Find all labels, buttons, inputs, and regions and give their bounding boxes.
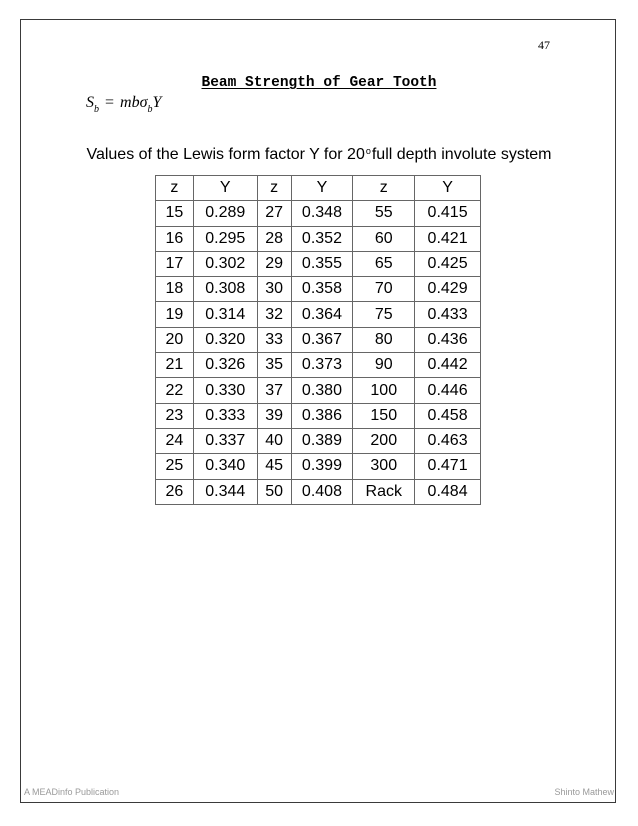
table-cell: 18: [156, 277, 194, 302]
table-cell: 0.302: [193, 251, 257, 276]
table-cell: 27: [257, 201, 291, 226]
table-cell: 0.429: [415, 277, 481, 302]
page-number: 47: [538, 38, 550, 52]
table-cell: 90: [353, 353, 415, 378]
table-row: [156, 201, 481, 226]
table-cell: 0.442: [415, 353, 481, 378]
table-row: [156, 251, 481, 276]
table-cell: 0.337: [193, 428, 257, 453]
table-header-cell: z: [156, 176, 194, 201]
caption-text-after: full depth involute system: [371, 146, 552, 163]
table-cell: 75: [353, 302, 415, 327]
table-cell: 150: [353, 403, 415, 428]
table-cell: 100: [353, 378, 415, 403]
table-cell: 0.289: [193, 201, 257, 226]
table-cell: 26: [156, 479, 194, 504]
table-cell: 0.340: [193, 454, 257, 479]
table-row: [156, 428, 481, 453]
table-cell: 0.308: [193, 277, 257, 302]
table-cell: 300: [353, 454, 415, 479]
table-row: [156, 302, 481, 327]
formula-sigma-subscript: b: [147, 104, 153, 115]
table-row: [156, 353, 481, 378]
table-cell: 0.364: [291, 302, 353, 327]
table-cell: 0.436: [415, 327, 481, 352]
formula-sigma: σ: [139, 94, 148, 111]
table-cell: 17: [156, 251, 194, 276]
table-cell: 0.463: [415, 428, 481, 453]
formula-y: Y: [152, 94, 162, 111]
table-cell: 21: [156, 353, 194, 378]
table-cell: 80: [353, 327, 415, 352]
table-cell: 29: [257, 251, 291, 276]
table-cell: 50: [257, 479, 291, 504]
formula-mb: mb: [120, 94, 140, 111]
table-cell: 0.373: [291, 353, 353, 378]
table-cell: 0.295: [193, 226, 257, 251]
table-cell: Rack: [353, 479, 415, 504]
table-cell: 20: [156, 327, 194, 352]
lewis-form-factor-table: [155, 175, 481, 505]
table-cell: 32: [257, 302, 291, 327]
table-row: [156, 403, 481, 428]
table-cell: 60: [353, 226, 415, 251]
table-header-cell: z: [257, 176, 291, 201]
table-cell: 0.358: [291, 277, 353, 302]
table-cell: 0.421: [415, 226, 481, 251]
table-cell: 0.333: [193, 403, 257, 428]
table-caption: [86, 145, 552, 166]
table-cell: 19: [156, 302, 194, 327]
table-row: [156, 327, 481, 352]
table-cell: 0.433: [415, 302, 481, 327]
table-cell: 0.484: [415, 479, 481, 504]
table-cell: 0.389: [291, 428, 353, 453]
table-cell: 16: [156, 226, 194, 251]
table-cell: 45: [257, 454, 291, 479]
table-cell: 55: [353, 201, 415, 226]
table-header-cell: Y: [193, 176, 257, 201]
table-cell: 200: [353, 428, 415, 453]
footer-publisher: A MEADinfo Publication: [24, 787, 120, 797]
table-cell: 70: [353, 277, 415, 302]
table-cell: 40: [257, 428, 291, 453]
table-cell: 22: [156, 378, 194, 403]
table-cell: 0.458: [415, 403, 481, 428]
table-row: [156, 454, 481, 479]
table-cell: 33: [257, 327, 291, 352]
table-cell: 0.320: [193, 327, 257, 352]
table-cell: 0.352: [291, 226, 353, 251]
table-cell: 25: [156, 454, 194, 479]
beam-strength-formula: [86, 94, 161, 118]
table-cell: 0.314: [193, 302, 257, 327]
table-cell: 0.326: [193, 353, 257, 378]
table-header-cell: Y: [415, 176, 481, 201]
table-cell: 0.446: [415, 378, 481, 403]
table-cell: 0.415: [415, 201, 481, 226]
table-cell: 65: [353, 251, 415, 276]
caption-degree-symbol: o: [365, 146, 371, 156]
page-heading: Beam Strength of Gear Tooth: [201, 75, 437, 91]
caption-text-before: Values of the Lewis form factor Y for 20: [86, 146, 365, 163]
table-cell: 24: [156, 428, 194, 453]
table-header-row: [156, 176, 481, 201]
table-cell: 23: [156, 403, 194, 428]
footer-author: Shinto Mathew: [554, 787, 614, 797]
table-cell: 0.408: [291, 479, 353, 504]
table-cell: 0.348: [291, 201, 353, 226]
table-cell: 37: [257, 378, 291, 403]
table-header-cell: z: [353, 176, 415, 201]
table-row: [156, 277, 481, 302]
table-row: [156, 479, 481, 504]
formula-s-subscript: b: [94, 104, 99, 115]
formula-s: S: [86, 94, 94, 111]
table-cell: 0.355: [291, 251, 353, 276]
table-cell: 0.471: [415, 454, 481, 479]
table-cell: 0.399: [291, 454, 353, 479]
table-row: [156, 226, 481, 251]
table-cell: 30: [257, 277, 291, 302]
table-cell: 28: [257, 226, 291, 251]
table-header-cell: Y: [291, 176, 353, 201]
table-cell: 0.380: [291, 378, 353, 403]
table-cell: 0.386: [291, 403, 353, 428]
table-cell: 39: [257, 403, 291, 428]
table-cell: 35: [257, 353, 291, 378]
table-cell: 0.330: [193, 378, 257, 403]
table-cell: 15: [156, 201, 194, 226]
table-cell: 0.367: [291, 327, 353, 352]
table-row: [156, 378, 481, 403]
formula-equals: =: [105, 94, 115, 111]
table-cell: 0.425: [415, 251, 481, 276]
table-cell: 0.344: [193, 479, 257, 504]
